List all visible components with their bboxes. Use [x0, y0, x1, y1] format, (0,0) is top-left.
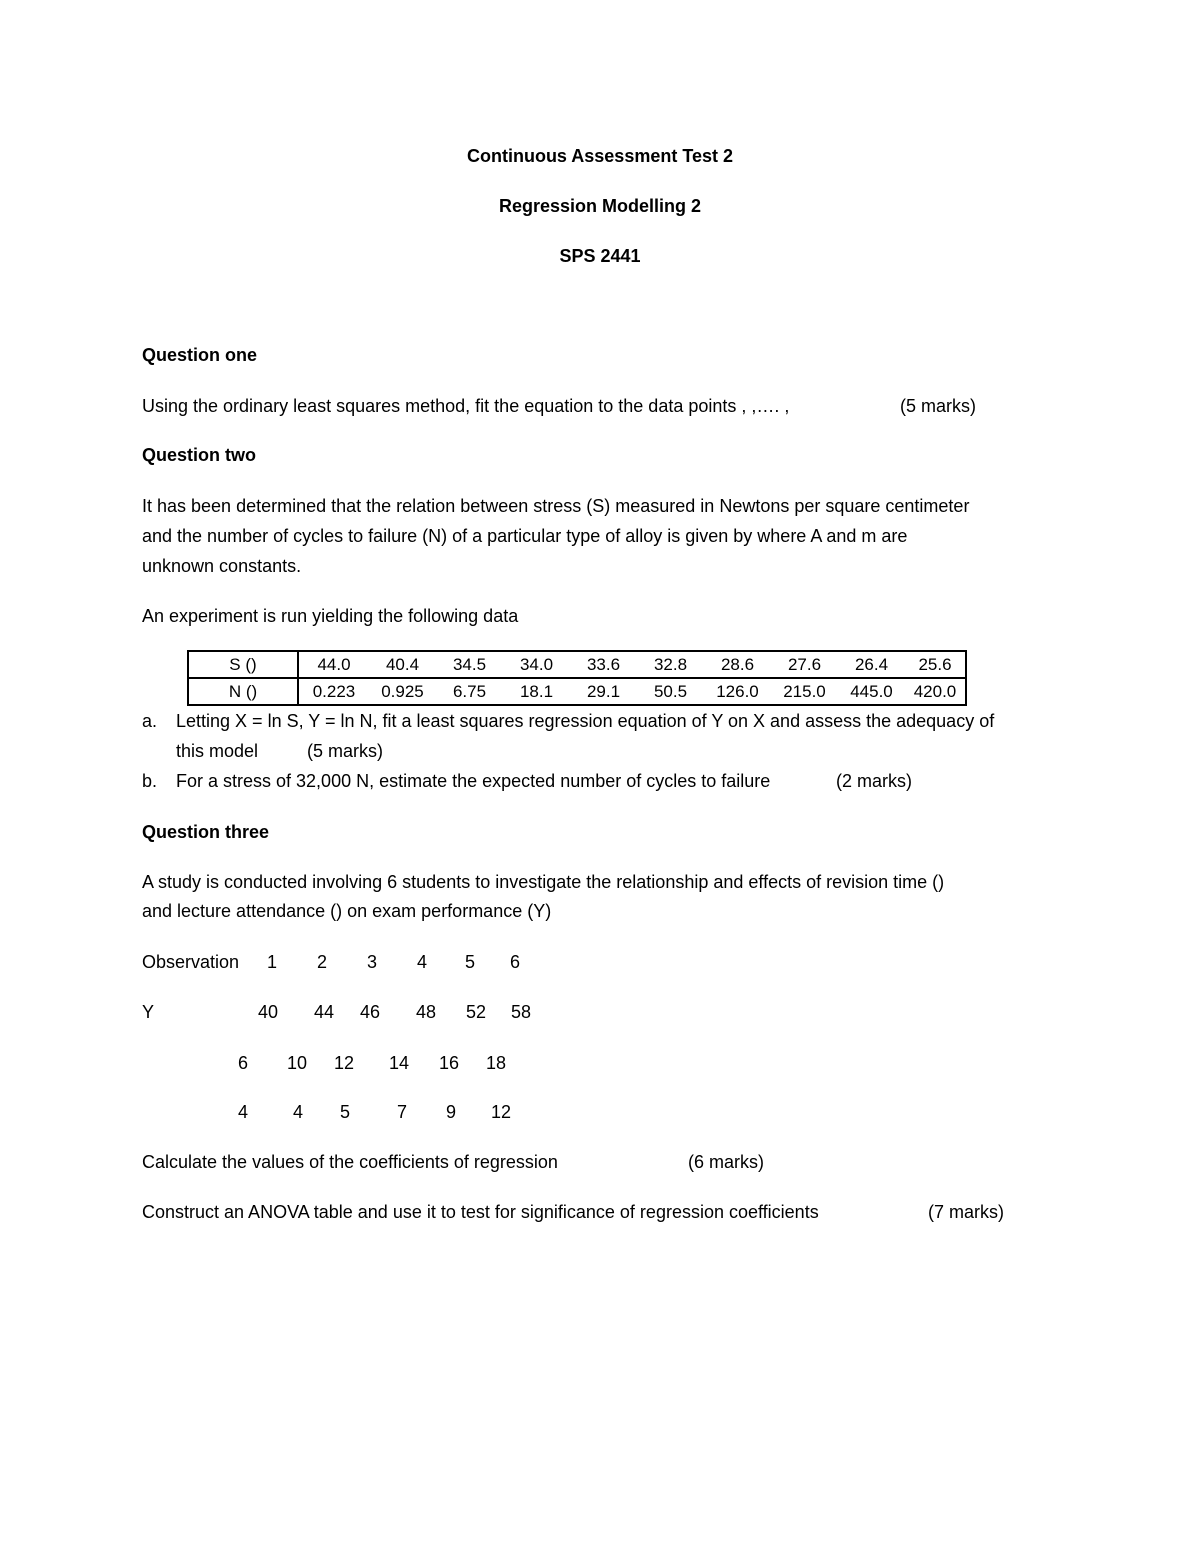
stress-cycles-table	[187, 650, 967, 706]
y-value: 40	[258, 1002, 279, 1022]
observation-value: 4	[417, 952, 428, 972]
x2-value: 4	[238, 1102, 249, 1122]
question-two-para-line: It has been determined that the relation between stress (S) measured in Newtons per square centimeter	[142, 496, 970, 516]
x1-value: 16	[439, 1053, 460, 1073]
part-a-marker: a.	[142, 711, 158, 731]
table-cell: 126.0	[704, 678, 771, 705]
observation-value: 1	[267, 952, 278, 972]
part-a-marks: (5 marks)	[307, 741, 383, 761]
table-row	[188, 678, 966, 705]
table-cell: 33.6	[570, 651, 637, 678]
question-three-para-line: and lecture attendance () on exam performance (Y)	[142, 901, 552, 921]
table-row-label: N ()	[188, 678, 298, 705]
table-cell: 32.8	[637, 651, 704, 678]
y-value: 44	[314, 1002, 335, 1022]
table-cell: 26.4	[838, 651, 905, 678]
question-one-heading: Question one	[142, 345, 258, 365]
x2-value: 5	[340, 1102, 351, 1122]
table-cell: 28.6	[704, 651, 771, 678]
observation-value: 2	[317, 952, 328, 972]
table-cell: 34.5	[436, 651, 503, 678]
x2-value: 7	[397, 1102, 408, 1122]
part-a-text: Letting X = ln S, Y = ln N, fit a least squares regression equation of Y on X and assess the adequacy of	[176, 711, 995, 731]
x1-value: 18	[486, 1053, 507, 1073]
table-row	[188, 651, 966, 678]
x1-value: 6	[238, 1053, 249, 1073]
course-code: SPS 2441	[559, 246, 641, 266]
y-value: 48	[416, 1002, 437, 1022]
task-anova-marks: (7 marks)	[928, 1202, 1004, 1222]
x1-value: 10	[287, 1053, 308, 1073]
y-value: 52	[466, 1002, 487, 1022]
task-anova: Construct an ANOVA table and use it to test for significance of regression coefficients	[142, 1202, 819, 1222]
observation-value: 6	[510, 952, 521, 972]
y-value: 58	[511, 1002, 532, 1022]
question-one-marks: (5 marks)	[900, 396, 976, 416]
table-cell: 34.0	[503, 651, 570, 678]
question-one-text: Using the ordinary least squares method, fit the equation to the data points , ,…. ,	[142, 396, 790, 416]
table-cell: 420.0	[905, 678, 966, 705]
task-coefficients: Calculate the values of the coefficients of regression	[142, 1152, 558, 1172]
question-two-heading: Question two	[142, 445, 256, 465]
x1-value: 14	[389, 1053, 410, 1073]
table-cell: 445.0	[838, 678, 905, 705]
table-cell: 50.5	[637, 678, 704, 705]
table-cell: 25.6	[905, 651, 966, 678]
table-cell: 27.6	[771, 651, 838, 678]
table-row-label: S ()	[188, 651, 298, 678]
table-cell: 29.1	[570, 678, 637, 705]
y-label: Y	[142, 1002, 155, 1022]
table-cell: 215.0	[771, 678, 838, 705]
task-coefficients-marks: (6 marks)	[688, 1152, 764, 1172]
question-three-para-line: A study is conducted involving 6 students to investigate the relationship and effects of revision time ()	[142, 872, 945, 892]
table-cell: 44.0	[298, 651, 369, 678]
question-two-intro: An experiment is run yielding the following data	[142, 606, 519, 626]
x2-value: 9	[446, 1102, 457, 1122]
part-b-text: For a stress of 32,000 N, estimate the expected number of cycles to failure	[176, 771, 771, 791]
part-a-text: this model	[176, 741, 259, 761]
course-title: Regression Modelling 2	[498, 196, 702, 216]
question-two-para-line: and the number of cycles to failure (N) of a particular type of alloy is given by where A and m are	[142, 526, 908, 546]
table-cell: 18.1	[503, 678, 570, 705]
part-b-marker: b.	[142, 771, 158, 791]
observation-label: Observation	[142, 952, 240, 972]
y-value: 46	[360, 1002, 381, 1022]
observation-value: 3	[367, 952, 378, 972]
x2-value: 12	[491, 1102, 512, 1122]
part-b-marks: (2 marks)	[836, 771, 912, 791]
table-cell: 0.925	[369, 678, 436, 705]
table-cell: 0.223	[298, 678, 369, 705]
observation-value: 5	[465, 952, 476, 972]
table-cell: 40.4	[369, 651, 436, 678]
question-three-heading: Question three	[142, 822, 270, 842]
table-cell: 6.75	[436, 678, 503, 705]
question-two-para-line: unknown constants.	[142, 556, 302, 576]
document-title: Continuous Assessment Test 2	[466, 146, 734, 166]
x2-value: 4	[293, 1102, 304, 1122]
x1-value: 12	[334, 1053, 355, 1073]
